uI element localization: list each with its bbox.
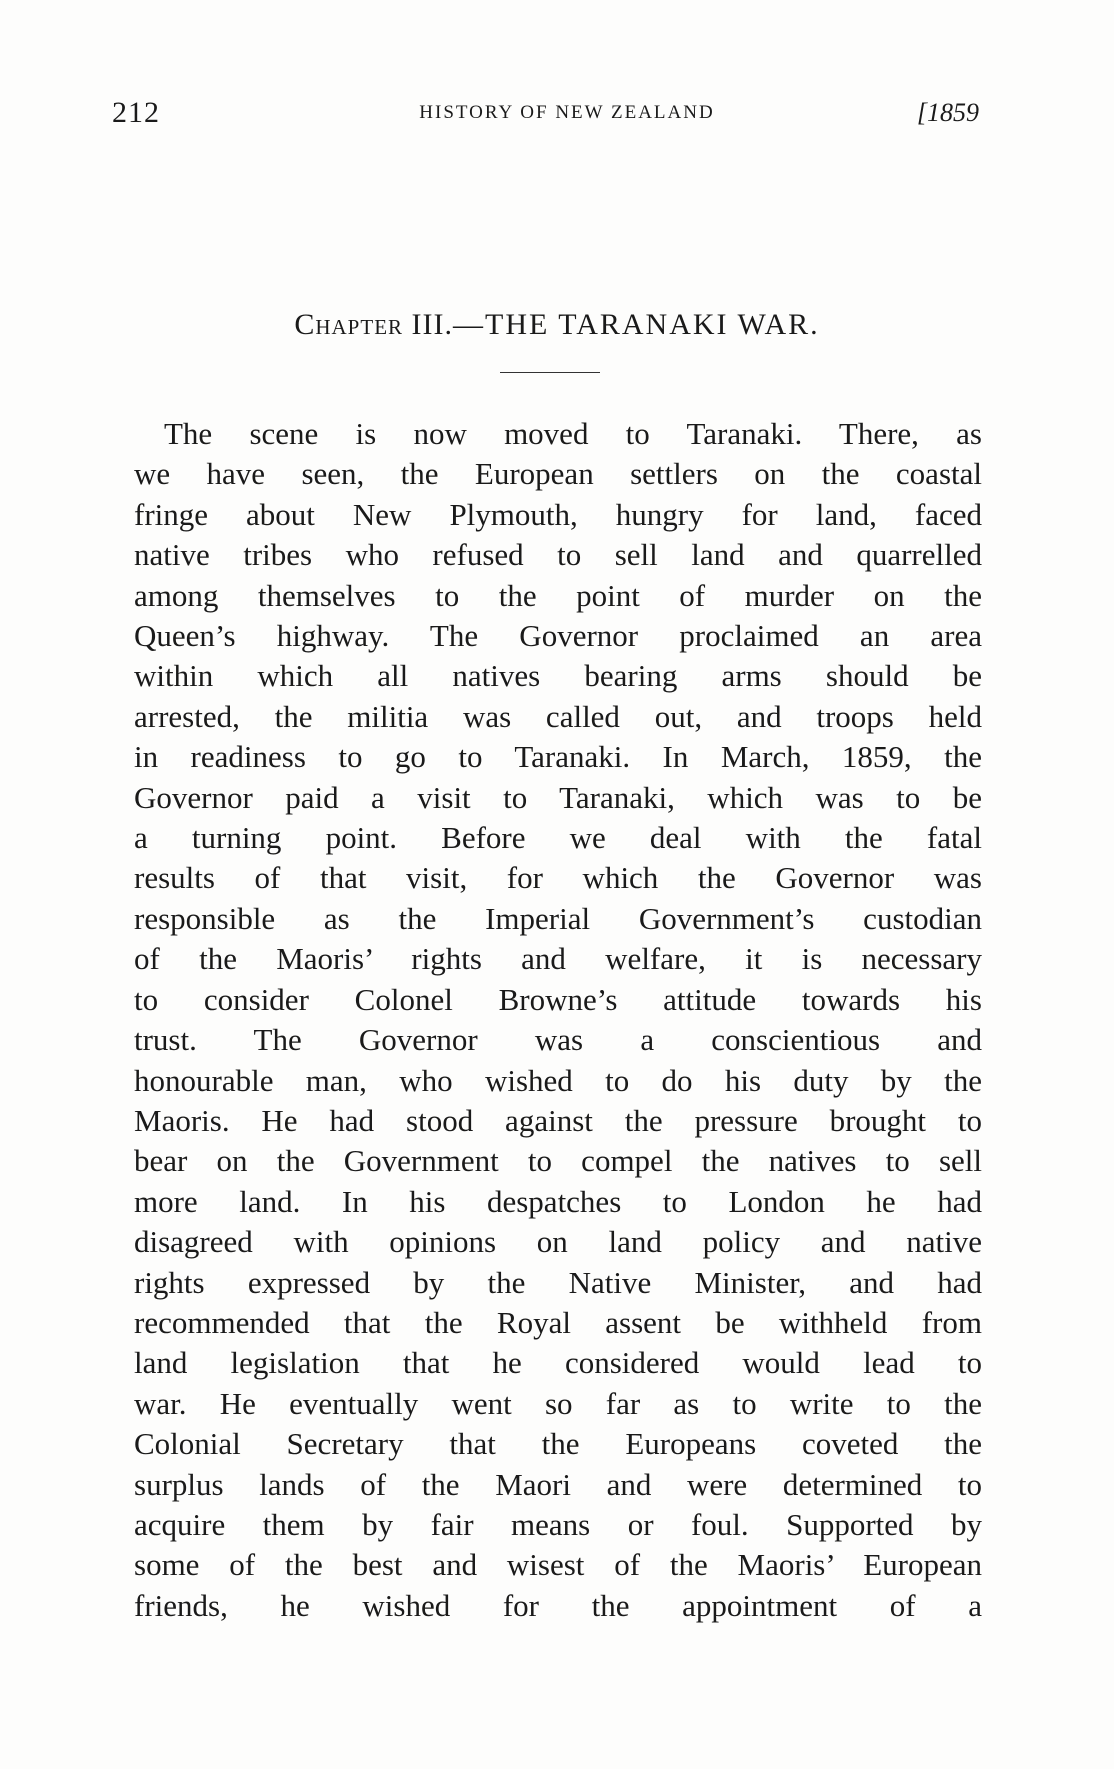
text-line: among themselves to the point of murder on the xyxy=(134,577,982,613)
text-line: disagreed with opinions on land policy and native xyxy=(134,1224,982,1260)
text-line: friends, he wished for the appointment of a xyxy=(134,1587,982,1623)
text-line: honourable man, who wished to do his duty by the xyxy=(134,1062,982,1098)
text-line: to consider Colonel Browne’s attitude towards his xyxy=(134,981,982,1017)
chapter-heading xyxy=(0,308,1114,342)
text-line: Maoris. He had stood against the pressure brought to xyxy=(134,1102,982,1138)
text-line: trust. The Governor was a conscientious and xyxy=(134,1022,982,1058)
running-title: HISTORY OF NEW ZEALAND xyxy=(419,102,715,123)
text-line: recommended that the Royal assent be withheld from xyxy=(134,1304,982,1340)
text-line: rights expressed by the Native Minister, and had xyxy=(134,1264,982,1300)
text-line: Queen’s highway. The Governor proclaimed an area xyxy=(134,618,982,654)
text-line: bear on the Government to compel the natives to sell xyxy=(134,1143,982,1179)
chapter-label: Chapter III. xyxy=(294,308,453,341)
text-line: responsible as the Imperial Government’s custodian xyxy=(134,900,982,936)
heading-rule xyxy=(500,372,600,373)
text-line: war. He eventually went so far as to write to the xyxy=(134,1385,982,1421)
text-line: of the Maoris’ rights and welfare, it is necessary xyxy=(134,941,982,977)
text-line: Colonial Secretary that the Europeans coveted the xyxy=(134,1426,982,1462)
text-line: arrested, the militia was called out, and troops held xyxy=(134,698,982,734)
text-line: results of that visit, for which the Governor was xyxy=(134,860,982,896)
text-line: native tribes who refused to sell land and quarrelled xyxy=(134,537,982,573)
text-line: some of the best and wisest of the Maoris’ European xyxy=(134,1547,982,1583)
text-line: The scene is now moved to Taranaki. There, as xyxy=(164,416,982,451)
text-line: acquire them by fair means or foul. Supported by xyxy=(134,1506,982,1542)
body-text xyxy=(134,414,982,1626)
chapter-title: —THE TARANAKI WAR. xyxy=(453,308,820,341)
text-line: within which all natives bearing arms should be xyxy=(134,658,982,694)
text-line: more land. In his despatches to London he had xyxy=(134,1183,982,1219)
text-line: we have seen, the European settlers on the coastal xyxy=(134,456,982,492)
running-header xyxy=(112,96,1012,136)
page-number: 212 xyxy=(112,96,160,129)
text-line: a turning point. Before we deal with the fatal xyxy=(134,820,982,856)
running-year: [1859 xyxy=(916,98,979,127)
paragraph xyxy=(134,414,982,1626)
text-line: fringe about New Plymouth, hungry for land, faced xyxy=(134,496,982,532)
text-line: in readiness to go to Taranaki. In March, 1859, the xyxy=(134,739,982,775)
text-line: land legislation that he considered would lead to xyxy=(134,1345,982,1381)
text-line: Governor paid a visit to Taranaki, which was to be xyxy=(134,779,982,815)
text-line: surplus lands of the Maori and were determined to xyxy=(134,1466,982,1502)
